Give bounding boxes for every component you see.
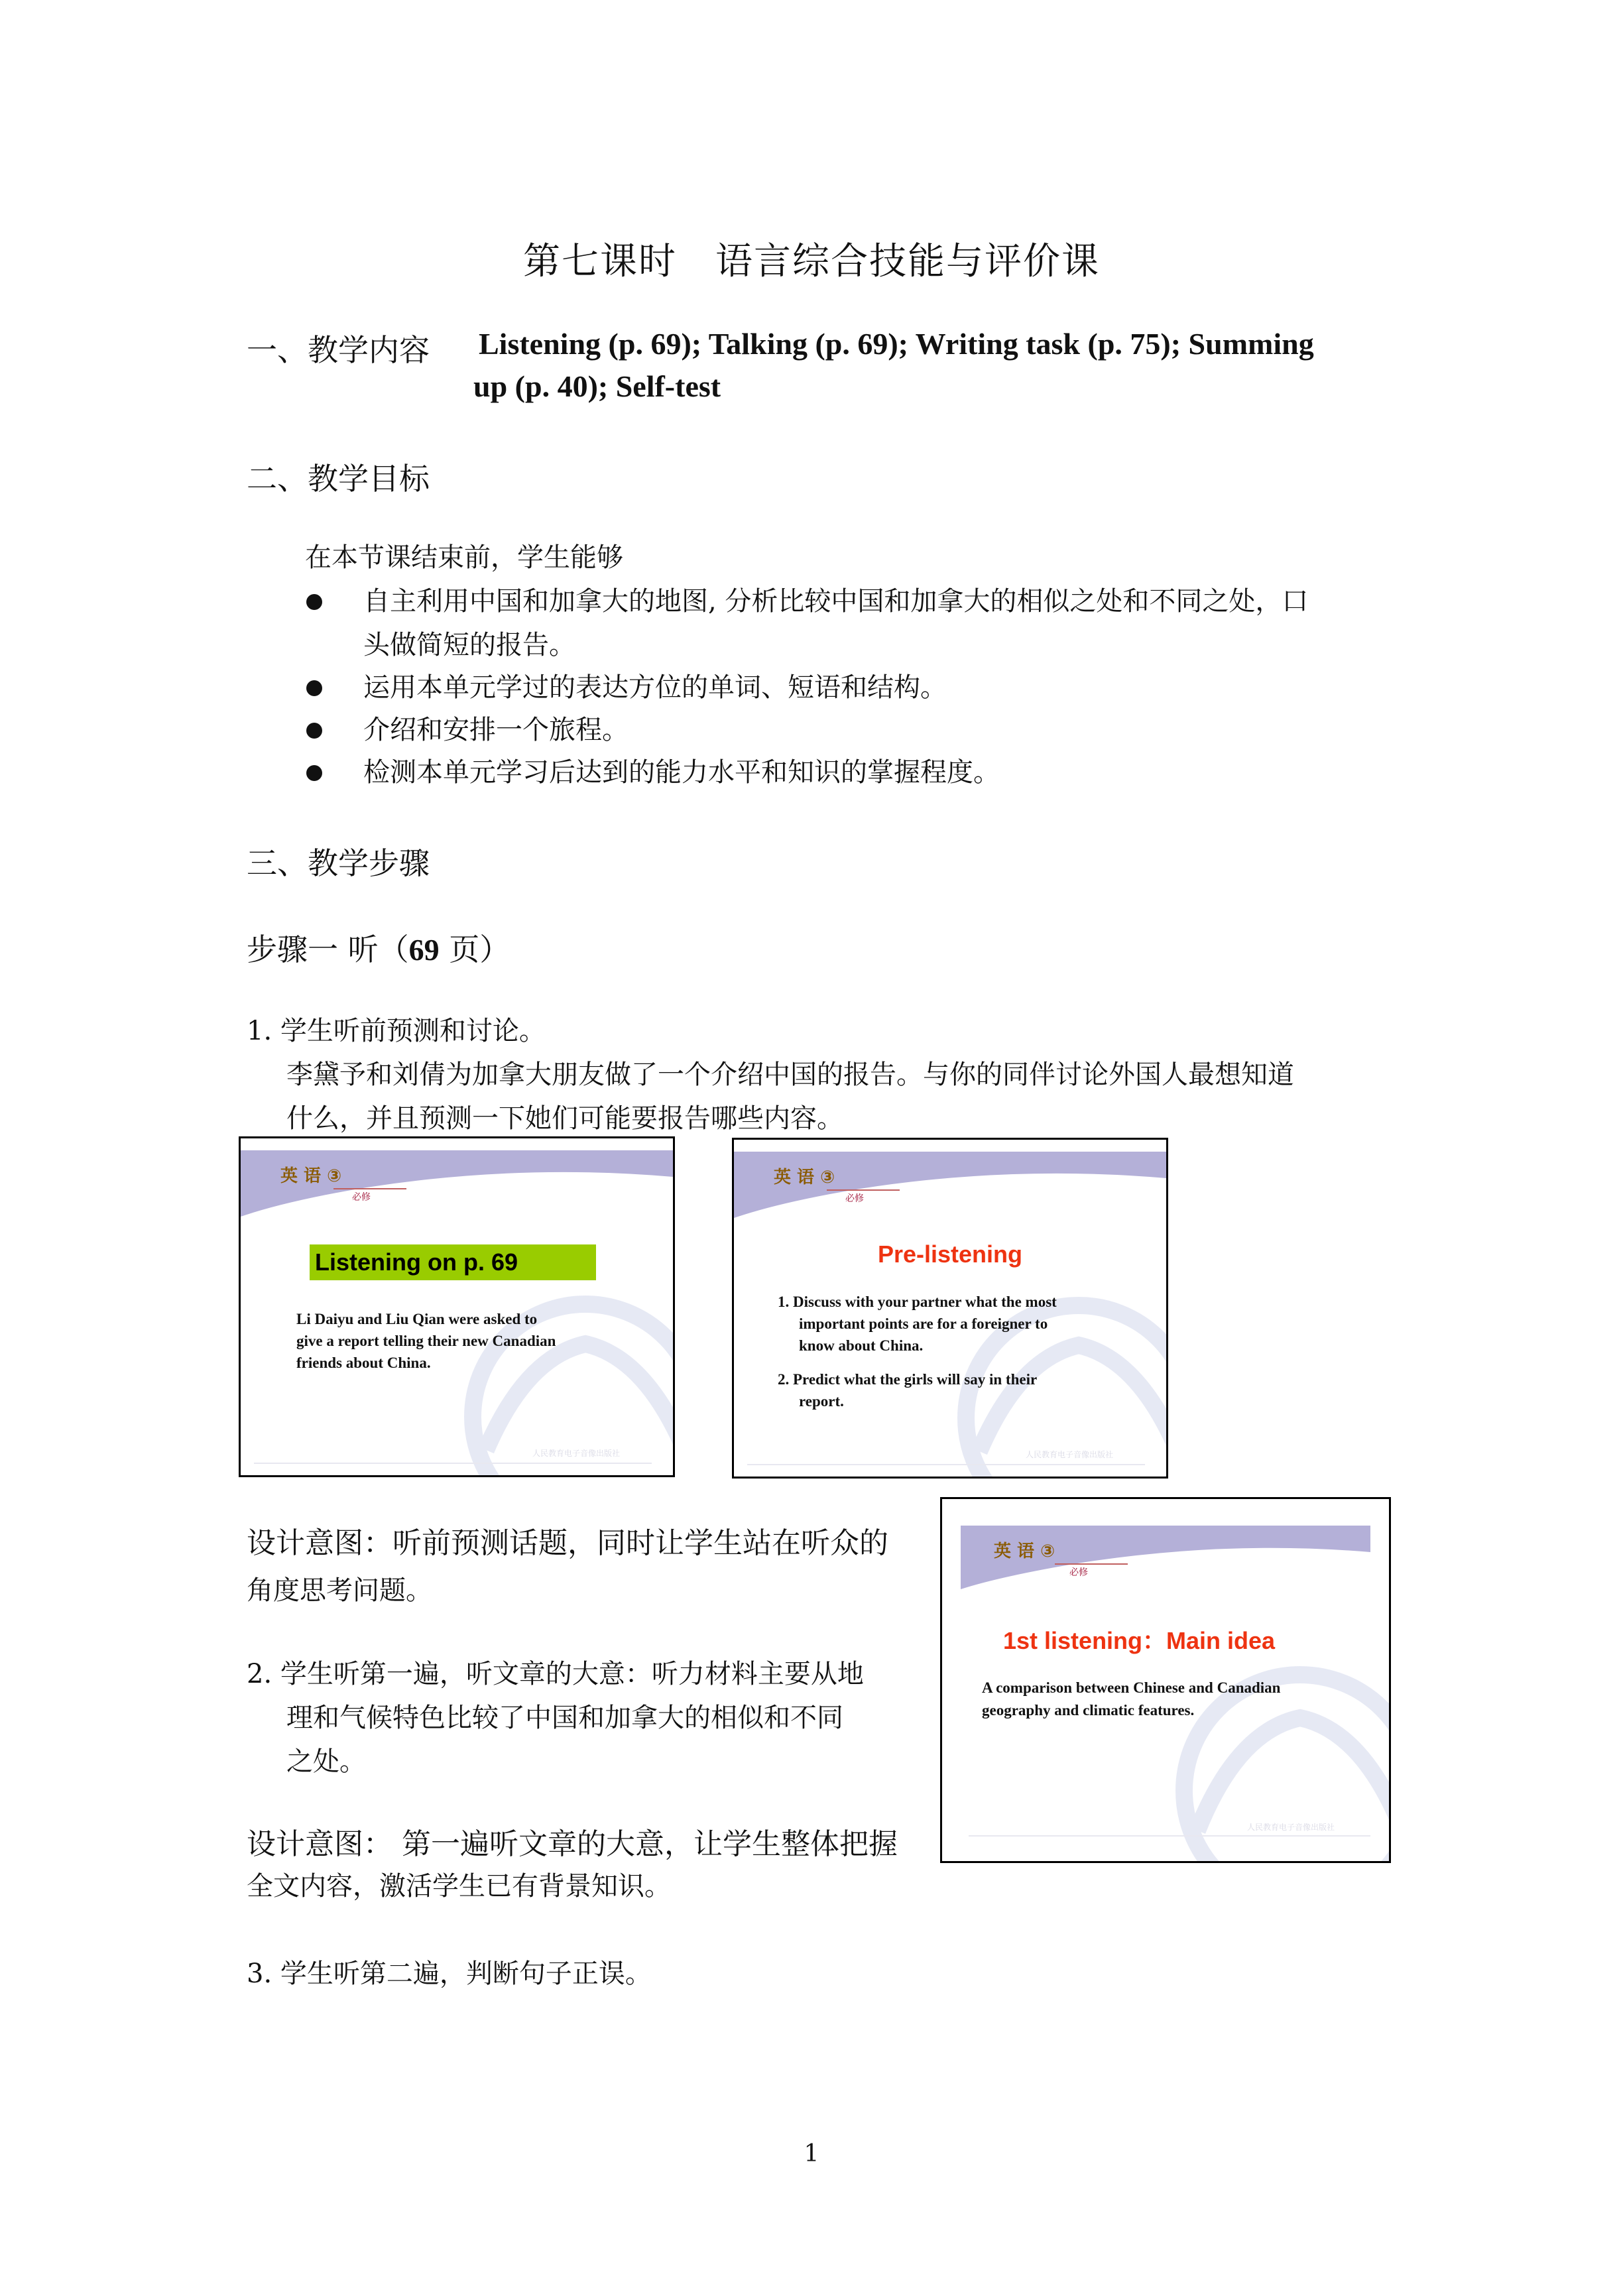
slide-body-line: geography and climatic features.: [982, 1702, 1195, 1719]
slide-publisher: 人民教育电子音像出版社: [532, 1449, 621, 1458]
slide-heading-highlight: [310, 1244, 596, 1280]
slide-body: [296, 1308, 556, 1374]
slide-heading: Pre-listening: [877, 1240, 1023, 1268]
slide-body-line: Li Daiyu and Liu Qian were asked to: [296, 1311, 538, 1327]
design-intent-2-line2: 全文内容，激活学生已有背景知识。: [247, 1871, 671, 1902]
item3-line1: 3. 学生听第二遍，判断句子正误。: [247, 1959, 652, 1989]
slide-pre-listening: [732, 1138, 1168, 1479]
slide-publisher: 人民教育电子音像出版社: [1026, 1450, 1114, 1459]
step1-page: 69: [408, 933, 440, 967]
slide-brand: 英 语 ③: [774, 1168, 835, 1187]
item1-line1: 李黛予和刘倩为加拿大朋友做了一个介绍中国的报告。与你的同伴讨论外国人最想知道: [286, 1059, 1294, 1090]
slide-body-line: know about China.: [799, 1337, 924, 1354]
slide-brand: 英 语 ③: [280, 1166, 342, 1186]
bullet-icon: [306, 680, 322, 696]
slide-body-line: 2. Predict what the girls will say in their: [778, 1371, 1038, 1388]
goal-item-2: 运用本单元学过的表达方位的单词、短语和结构。: [363, 672, 947, 703]
bullet-icon: [306, 765, 322, 781]
goal-item-1-line2: 头做简短的报告。: [363, 630, 575, 660]
item2-line1: 2. 学生听第一遍，听文章的大意：听力材料主要从地: [247, 1659, 864, 1689]
slide-heading: Listening on p. 69: [315, 1248, 518, 1276]
slide-body-line: 1. Discuss with your partner what the most: [778, 1294, 1057, 1310]
design-intent-1-line2: 角度思考问题。: [247, 1575, 432, 1606]
slide-body-line: important points are for a foreigner to: [799, 1315, 1048, 1332]
slide-background: [241, 1138, 673, 1475]
slide-heading: 1st listening：Main idea: [1003, 1627, 1276, 1654]
teaching-content-line1: Listening (p. 69); Talking (p. 69); Writing task (p. 75); Summing: [479, 327, 1314, 361]
slide-first-listening: [940, 1497, 1391, 1863]
goal-item-3: 介绍和安排一个旅程。: [363, 715, 629, 745]
step1-heading: [247, 926, 510, 969]
slide-brand: 英 语 ③: [994, 1541, 1055, 1561]
goal-item-4: 检测本单元学习后达到的能力水平和知识的掌握程度。: [363, 757, 1000, 788]
slide-listening: [239, 1136, 675, 1477]
slide-publisher: 人民教育电子音像出版社: [1247, 1823, 1335, 1832]
section-teaching-steps-label: 三、教学步骤: [247, 845, 430, 881]
step1-suffix: 页）: [439, 932, 511, 967]
slide-brand-sub: 必修: [352, 1192, 371, 1203]
slide-body: [778, 1291, 1057, 1412]
page-title: 第七课时 语言综合技能与评价课: [523, 240, 1100, 283]
slide-brand-sub: 必修: [845, 1193, 864, 1204]
goal-item-1-line1: 自主利用中国和加拿大的地图, 分析比较中国和加拿大的相似之处和不同之处，口: [363, 586, 1309, 617]
slide-body-line: A comparison between Chinese and Canadian: [982, 1679, 1281, 1696]
slide-body-line: friends about China.: [296, 1355, 431, 1371]
page-number: 1: [804, 2140, 819, 2167]
design-intent-1-line1: 设计意图：听前预测话题，同时让学生站在听众的: [247, 1526, 888, 1560]
teaching-content-line2: up (p. 40); Self-test: [473, 369, 721, 403]
goals-intro: 在本节课结束前，学生能够: [305, 542, 623, 573]
slide-body: [982, 1677, 1280, 1722]
bullet-icon: [306, 723, 322, 739]
slide-body-line: report.: [799, 1393, 844, 1410]
design-intent-2-line1: 设计意图： 第一遍听文章的大意，让学生整体把握: [247, 1827, 898, 1861]
slide-brand-sub: 必修: [1069, 1567, 1088, 1578]
section-teaching-goals-label: 二、教学目标: [247, 461, 430, 497]
item1-title: 1. 学生听前预测和讨论。: [247, 1016, 546, 1046]
step1-prefix: 步骤一 听（: [247, 932, 409, 967]
bullet-icon: [306, 594, 322, 610]
section-teaching-content-label: 一、教学内容: [247, 332, 430, 368]
item2-line3: 之处。: [286, 1746, 366, 1777]
item1-line2: 什么，并且预测一下她们可能要报告哪些内容。: [286, 1103, 843, 1134]
item2-line2: 理和气候特色比较了中国和加拿大的相似和不同: [286, 1703, 843, 1733]
slide-body-line: give a report telling their new Canadian: [296, 1333, 556, 1349]
